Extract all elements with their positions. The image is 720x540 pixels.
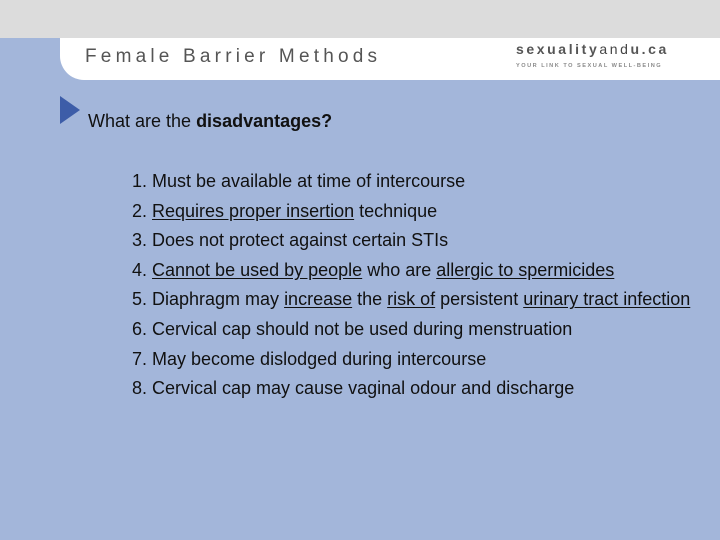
underlined-text: urinary tract infection [523, 289, 691, 310]
list-item [88, 197, 698, 227]
list-item [88, 256, 698, 286]
slide-title: Female Barrier Methods [85, 46, 382, 67]
item-text: 4. [132, 259, 153, 280]
item-text: 7. May become dislodged during intercourse [132, 348, 487, 369]
item-text: 2. [132, 200, 153, 221]
underlined-text: Requires proper insertion [152, 200, 355, 221]
top-band [0, 0, 720, 38]
disadvantages-list [88, 167, 698, 404]
brand-logo [516, 41, 696, 69]
item-text: 6. Cervical cap should not be used during menstruation [132, 318, 573, 339]
question-heading [88, 111, 332, 132]
list-item [88, 315, 698, 345]
brand-name: sexualityandu.ca [516, 41, 669, 57]
underlined-text: allergic to spermicides [436, 259, 615, 280]
item-text: persistent [435, 289, 524, 310]
list-item [88, 374, 698, 404]
list-item [88, 345, 698, 375]
list-item [88, 226, 698, 256]
item-text: 8. Cervical cap may cause vaginal odour and discharge [132, 378, 575, 399]
brand-tagline: YOUR LINK TO SEXUAL WELL-BEING [516, 63, 663, 69]
underlined-text: Cannot be used by people [152, 259, 363, 280]
underlined-text: risk of [387, 289, 436, 310]
item-text: 5. Diaphragm may [132, 289, 285, 310]
question-prefix: What are the [88, 111, 197, 131]
item-text: technique [354, 200, 438, 221]
item-text: 3. Does not protect against certain STIs [132, 230, 449, 251]
underlined-text: increase [284, 289, 353, 310]
question-emphasis: disadvantages? [196, 111, 333, 131]
item-text: the [352, 289, 388, 310]
list-item [88, 167, 698, 197]
item-text: who are [362, 259, 437, 280]
list-item [88, 285, 698, 315]
triangle-right-icon [60, 96, 80, 124]
item-text: 1. Must be available at time of intercourse [132, 171, 466, 191]
